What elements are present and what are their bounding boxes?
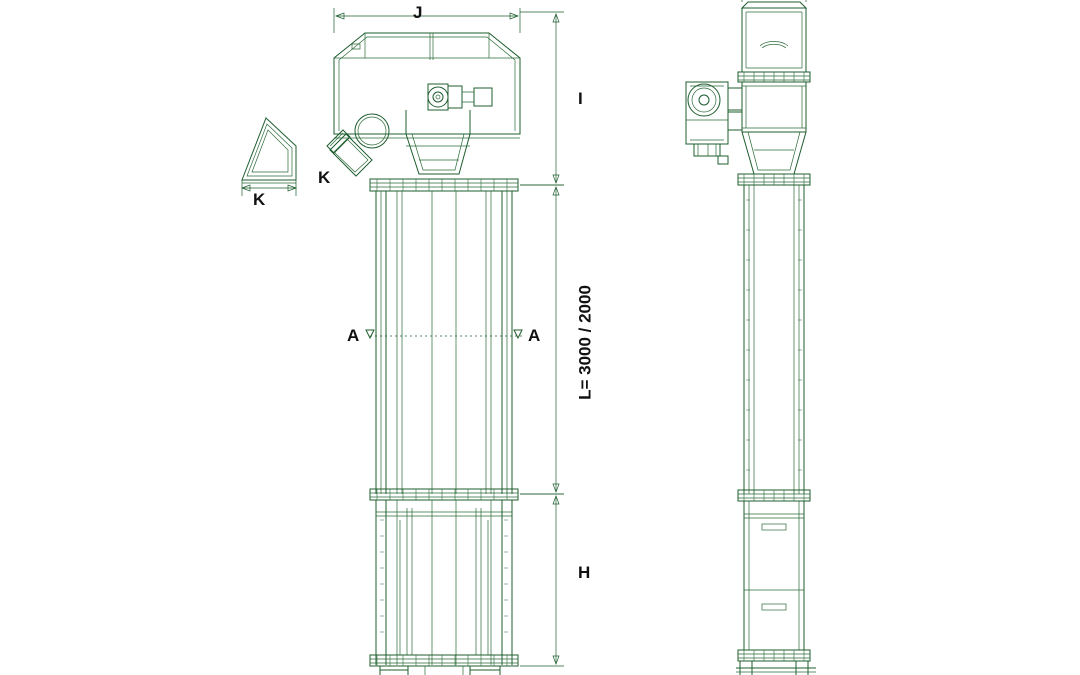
section-label-a-right: A: [528, 326, 541, 345]
side-view: [686, 0, 816, 675]
inlet-detail: [242, 118, 296, 183]
dimension-label-k-detail: K: [253, 190, 266, 209]
dimension-label-j: J: [413, 3, 423, 22]
dimension-label-l: L= 3000 / 2000: [575, 285, 595, 400]
section-label-a-left: A: [347, 326, 360, 345]
dimension-lines: [242, 8, 564, 666]
dimension-label-h: H: [578, 563, 591, 582]
dimension-label-i: I: [578, 89, 583, 108]
dimension-label-k-inlet: K: [318, 168, 331, 187]
front-view: [327, 33, 522, 675]
